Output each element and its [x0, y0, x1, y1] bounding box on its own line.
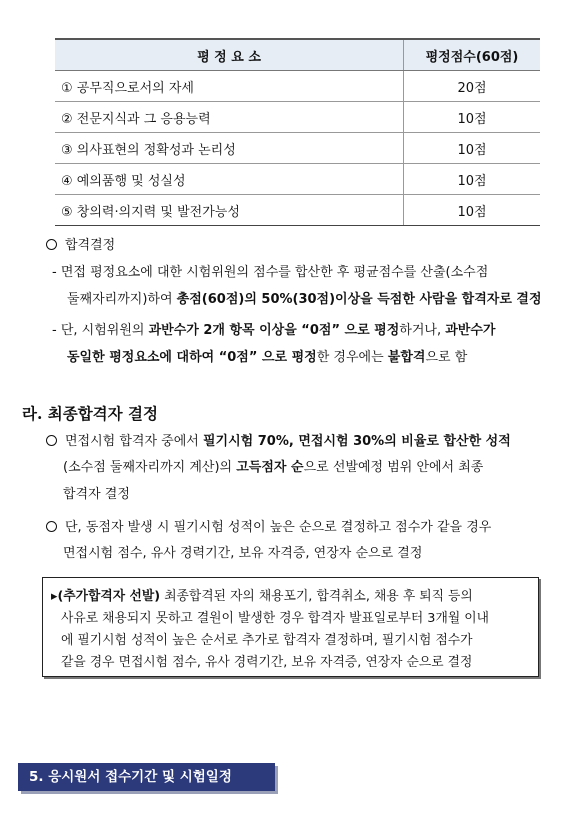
pass-line-4-text: 한 경우에는 [316, 350, 388, 365]
notice-line-4: 같을 경우 면접시험 점수, 유사 경력기간, 보유 자격증, 연장자 순으로 결정 [61, 655, 473, 670]
pass-line-4-end: 으로 함 [425, 350, 468, 365]
pass-majority-text: 과반수가 [445, 323, 496, 338]
score-cell: 10점 [404, 164, 541, 195]
pass-line-3 [52, 321, 495, 341]
final-ratio-text: 필기시험 70%, 면접시험 30%의 비율로 합산한 성적 [202, 434, 511, 449]
pass-line-3-mid: 하거나, [399, 323, 446, 338]
element-cell: ④ 예의품행 및 성실성 [55, 164, 404, 195]
circle-bullet-icon [46, 239, 57, 250]
notice-title: (추가합격자 선발) [57, 589, 161, 604]
additional-pass-notice [42, 577, 539, 677]
pass-decision-title: 합격결정 [65, 238, 116, 253]
element-cell: ② 전문지식과 그 응용능력 [55, 102, 404, 133]
notice-line-1-text: 최종합격된 자의 채용포기, 합격취소, 채용 후 퇴직 등의 [160, 589, 473, 604]
column-header-element: 평 정 요 소 [55, 39, 404, 71]
table-row [55, 102, 540, 133]
evaluation-table [55, 38, 540, 226]
final-p2-text: 단, 동점자 발생 시 필기시험 성적이 높은 순으로 결정하고 점수가 같을 경우 [65, 520, 492, 535]
final-top-score-text: 고득점자 순 [236, 460, 304, 475]
pass-zero-rule: 과반수가 2개 항목 이상을 “0점” 으로 평정 [148, 323, 400, 338]
triangle-bullet-icon: ▸ [51, 589, 58, 604]
pass-same-element-rule: 동일한 평정요소에 대하여 “0점” 으로 평정 [67, 350, 317, 365]
column-header-score: 평정점수(60점) [404, 39, 541, 71]
score-cell: 10점 [404, 195, 541, 226]
table-row [55, 195, 540, 226]
final-para-2-line-2: 면접시험 점수, 유사 경력기간, 보유 자격증, 연장자 순으로 결정 [63, 546, 423, 561]
notice-line-3: 에 필기시험 성적이 높은 순서로 추가로 합격자 결정하며, 필기시험 점수가 [61, 633, 473, 648]
table-header-row [55, 39, 540, 71]
final-section-title: 라. 최종합격자 결정 [22, 404, 158, 423]
table-row [55, 133, 540, 164]
pass-line-1: - 면접 평정요소에 대한 시험위원의 점수를 합산한 후 평균점수를 산출(소수점 [52, 265, 489, 280]
final-para-1-line-2 [63, 458, 483, 478]
element-cell: ③ 의사표현의 정확성과 논리성 [55, 133, 404, 164]
score-cell: 20점 [404, 71, 541, 102]
pass-decision-heading [46, 236, 115, 256]
pass-line-2-text: 둘째자리까지)하여 [67, 292, 177, 307]
pass-line-2 [67, 290, 542, 310]
final-para-2-line-1 [46, 518, 491, 538]
table-row [55, 71, 540, 102]
score-cell: 10점 [404, 133, 541, 164]
final-p1-calc: (소수점 둘째자리까지 계산)의 [63, 460, 237, 475]
final-para-1-line-1 [46, 432, 511, 452]
circle-bullet-icon [46, 435, 57, 446]
pass-criteria-text: 총점(60점)의 50%(30점)이상을 득점한 사람을 합격자로 결정 [176, 292, 542, 307]
final-p1-tail: 으로 선발예정 범위 안에서 최종 [303, 460, 484, 475]
pass-line-3-text: - 단, 시험위원의 [52, 323, 149, 338]
element-cell: ⑤ 창의력·의지력 및 발전가능성 [55, 195, 404, 226]
table-row [55, 164, 540, 195]
notice-line-1 [51, 585, 473, 604]
final-p1-text: 면접시험 합격자 중에서 [65, 434, 203, 449]
circle-bullet-icon [46, 521, 57, 532]
section-5-heading: 5. 응시원서 접수기간 및 시험일정 [18, 763, 275, 791]
element-cell: ① 공무직으로서의 자세 [55, 71, 404, 102]
pass-line-4 [67, 348, 467, 368]
final-para-1-line-3: 합격자 결정 [63, 487, 130, 502]
score-cell: 10점 [404, 102, 541, 133]
notice-line-2: 사유로 채용되지 못하고 결원이 발생한 경우 합격자 발표일로부터 3개월 이내 [61, 611, 489, 626]
fail-text: 불합격 [387, 350, 426, 365]
